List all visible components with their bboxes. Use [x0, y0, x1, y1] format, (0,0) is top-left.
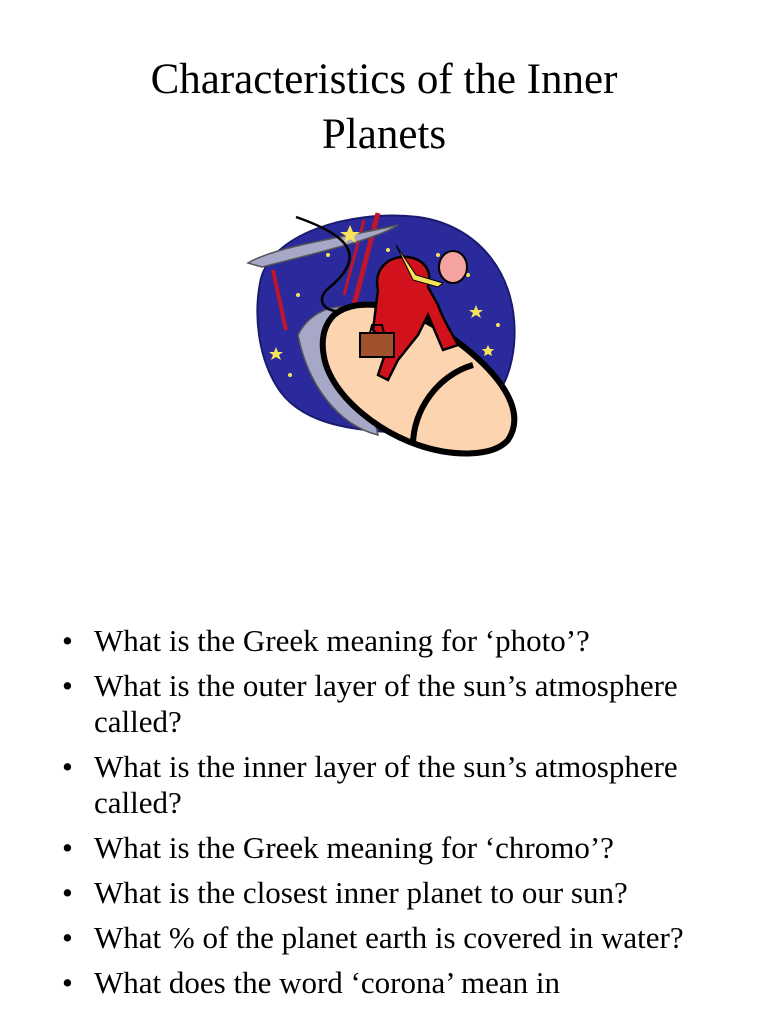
question-text: What % of the planet earth is covered in water?: [94, 920, 684, 955]
question-list: [62, 623, 742, 1010]
bullet-icon: •: [62, 668, 73, 703]
question-text: What is the Greek meaning for ‘photo’?: [94, 623, 590, 658]
list-item: [62, 920, 742, 956]
slide-title-line-1: Characteristics of the Inner: [150, 56, 618, 103]
list-item: [62, 668, 742, 740]
question-text: What is the closest inner planet to our sun?: [94, 875, 628, 910]
question-text: What is the Greek meaning for ‘chromo’?: [94, 830, 614, 865]
bullet-icon: •: [62, 965, 73, 1000]
list-item: [62, 965, 742, 1001]
bullet-icon: •: [62, 875, 73, 910]
bullet-icon: •: [62, 830, 73, 865]
bullet-icon: •: [62, 749, 73, 784]
question-text: What is the outer layer of the sun’s atmosphere called?: [94, 668, 678, 739]
bullet-icon: •: [62, 920, 73, 955]
businessman-rocket-icon: [238, 195, 528, 465]
list-item: [62, 830, 742, 866]
bullet-icon: •: [62, 623, 73, 658]
list-item: [62, 749, 742, 821]
question-text: What does the word ‘corona’ mean in: [94, 965, 560, 1000]
slide-title: [0, 52, 768, 162]
list-item: [62, 623, 742, 659]
list-item: [62, 875, 742, 911]
slide-title-line-2: Planets: [321, 111, 447, 158]
question-text: What is the inner layer of the sun’s atmosphere called?: [94, 749, 678, 820]
